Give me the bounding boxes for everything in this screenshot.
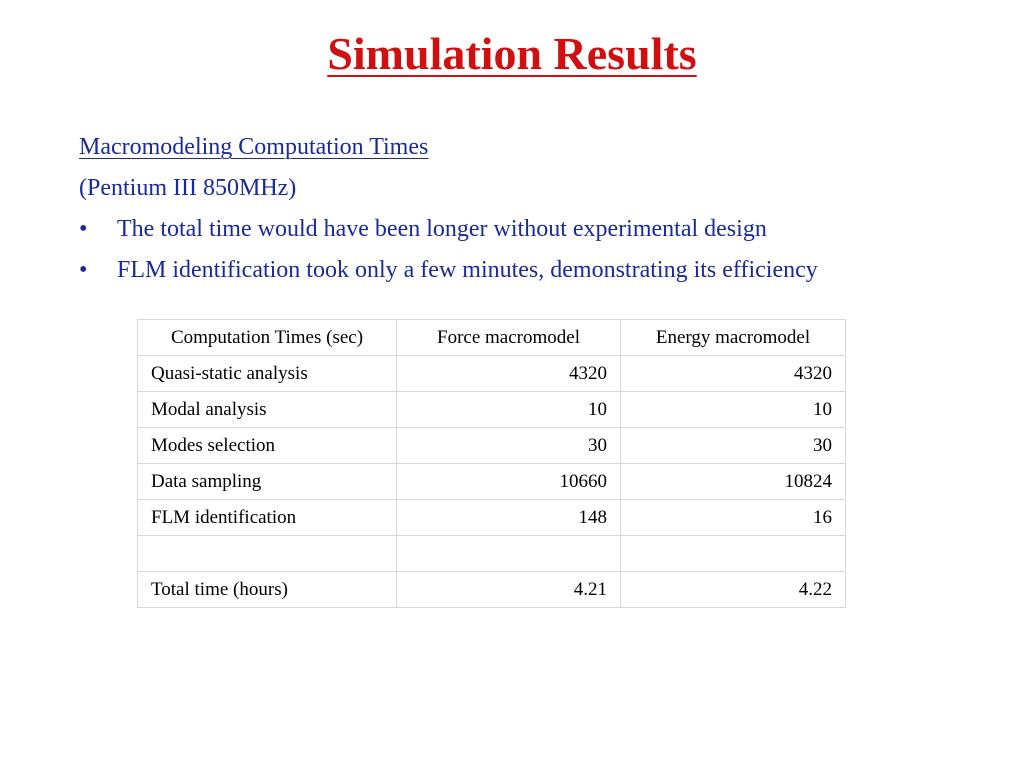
row-label: Quasi-static analysis <box>138 356 397 392</box>
table-row <box>138 356 846 392</box>
table-row <box>138 392 846 428</box>
energy-value: 16 <box>621 500 846 536</box>
slide-body <box>79 127 979 291</box>
energy-value: 4320 <box>621 356 846 392</box>
table-row <box>138 500 846 536</box>
bullet-item <box>79 209 979 250</box>
column-header: Energy macromodel <box>621 320 846 356</box>
bullet-item <box>79 250 979 291</box>
bullet-text: FLM identification took only a few minutes, demonstrating its efficiency <box>117 257 818 283</box>
force-value: 148 <box>397 500 621 536</box>
computation-times-table <box>137 319 846 608</box>
energy-value <box>621 536 846 572</box>
table-row-empty <box>138 536 846 572</box>
row-label <box>138 536 397 572</box>
energy-value: 10824 <box>621 464 846 500</box>
force-value: 4.21 <box>397 572 621 608</box>
bullet-text: The total time would have been longer without experimental design <box>117 216 767 242</box>
row-label: Modal analysis <box>138 392 397 428</box>
energy-value: 30 <box>621 428 846 464</box>
table-row <box>138 428 846 464</box>
subheading-line <box>79 127 979 168</box>
table-header-row <box>138 320 846 356</box>
table-row <box>138 464 846 500</box>
subtitle: (Pentium III 850MHz) <box>79 175 297 201</box>
slide-title <box>0 24 1024 84</box>
force-value <box>397 536 621 572</box>
bullet-icon: • <box>79 216 88 242</box>
bullet-icon: • <box>79 257 88 283</box>
row-label: FLM identification <box>138 500 397 536</box>
force-value: 4320 <box>397 356 621 392</box>
force-value: 10 <box>397 392 621 428</box>
subheading: Macromodeling Computation Times <box>79 134 429 160</box>
row-label: Total time (hours) <box>138 572 397 608</box>
column-header: Computation Times (sec) <box>138 320 397 356</box>
energy-value: 4.22 <box>621 572 846 608</box>
row-label: Modes selection <box>138 428 397 464</box>
energy-value: 10 <box>621 392 846 428</box>
column-header: Force macromodel <box>397 320 621 356</box>
force-value: 30 <box>397 428 621 464</box>
force-value: 10660 <box>397 464 621 500</box>
slide-title-text: Simulation Results <box>327 28 697 79</box>
row-label: Data sampling <box>138 464 397 500</box>
table-row-total <box>138 572 846 608</box>
